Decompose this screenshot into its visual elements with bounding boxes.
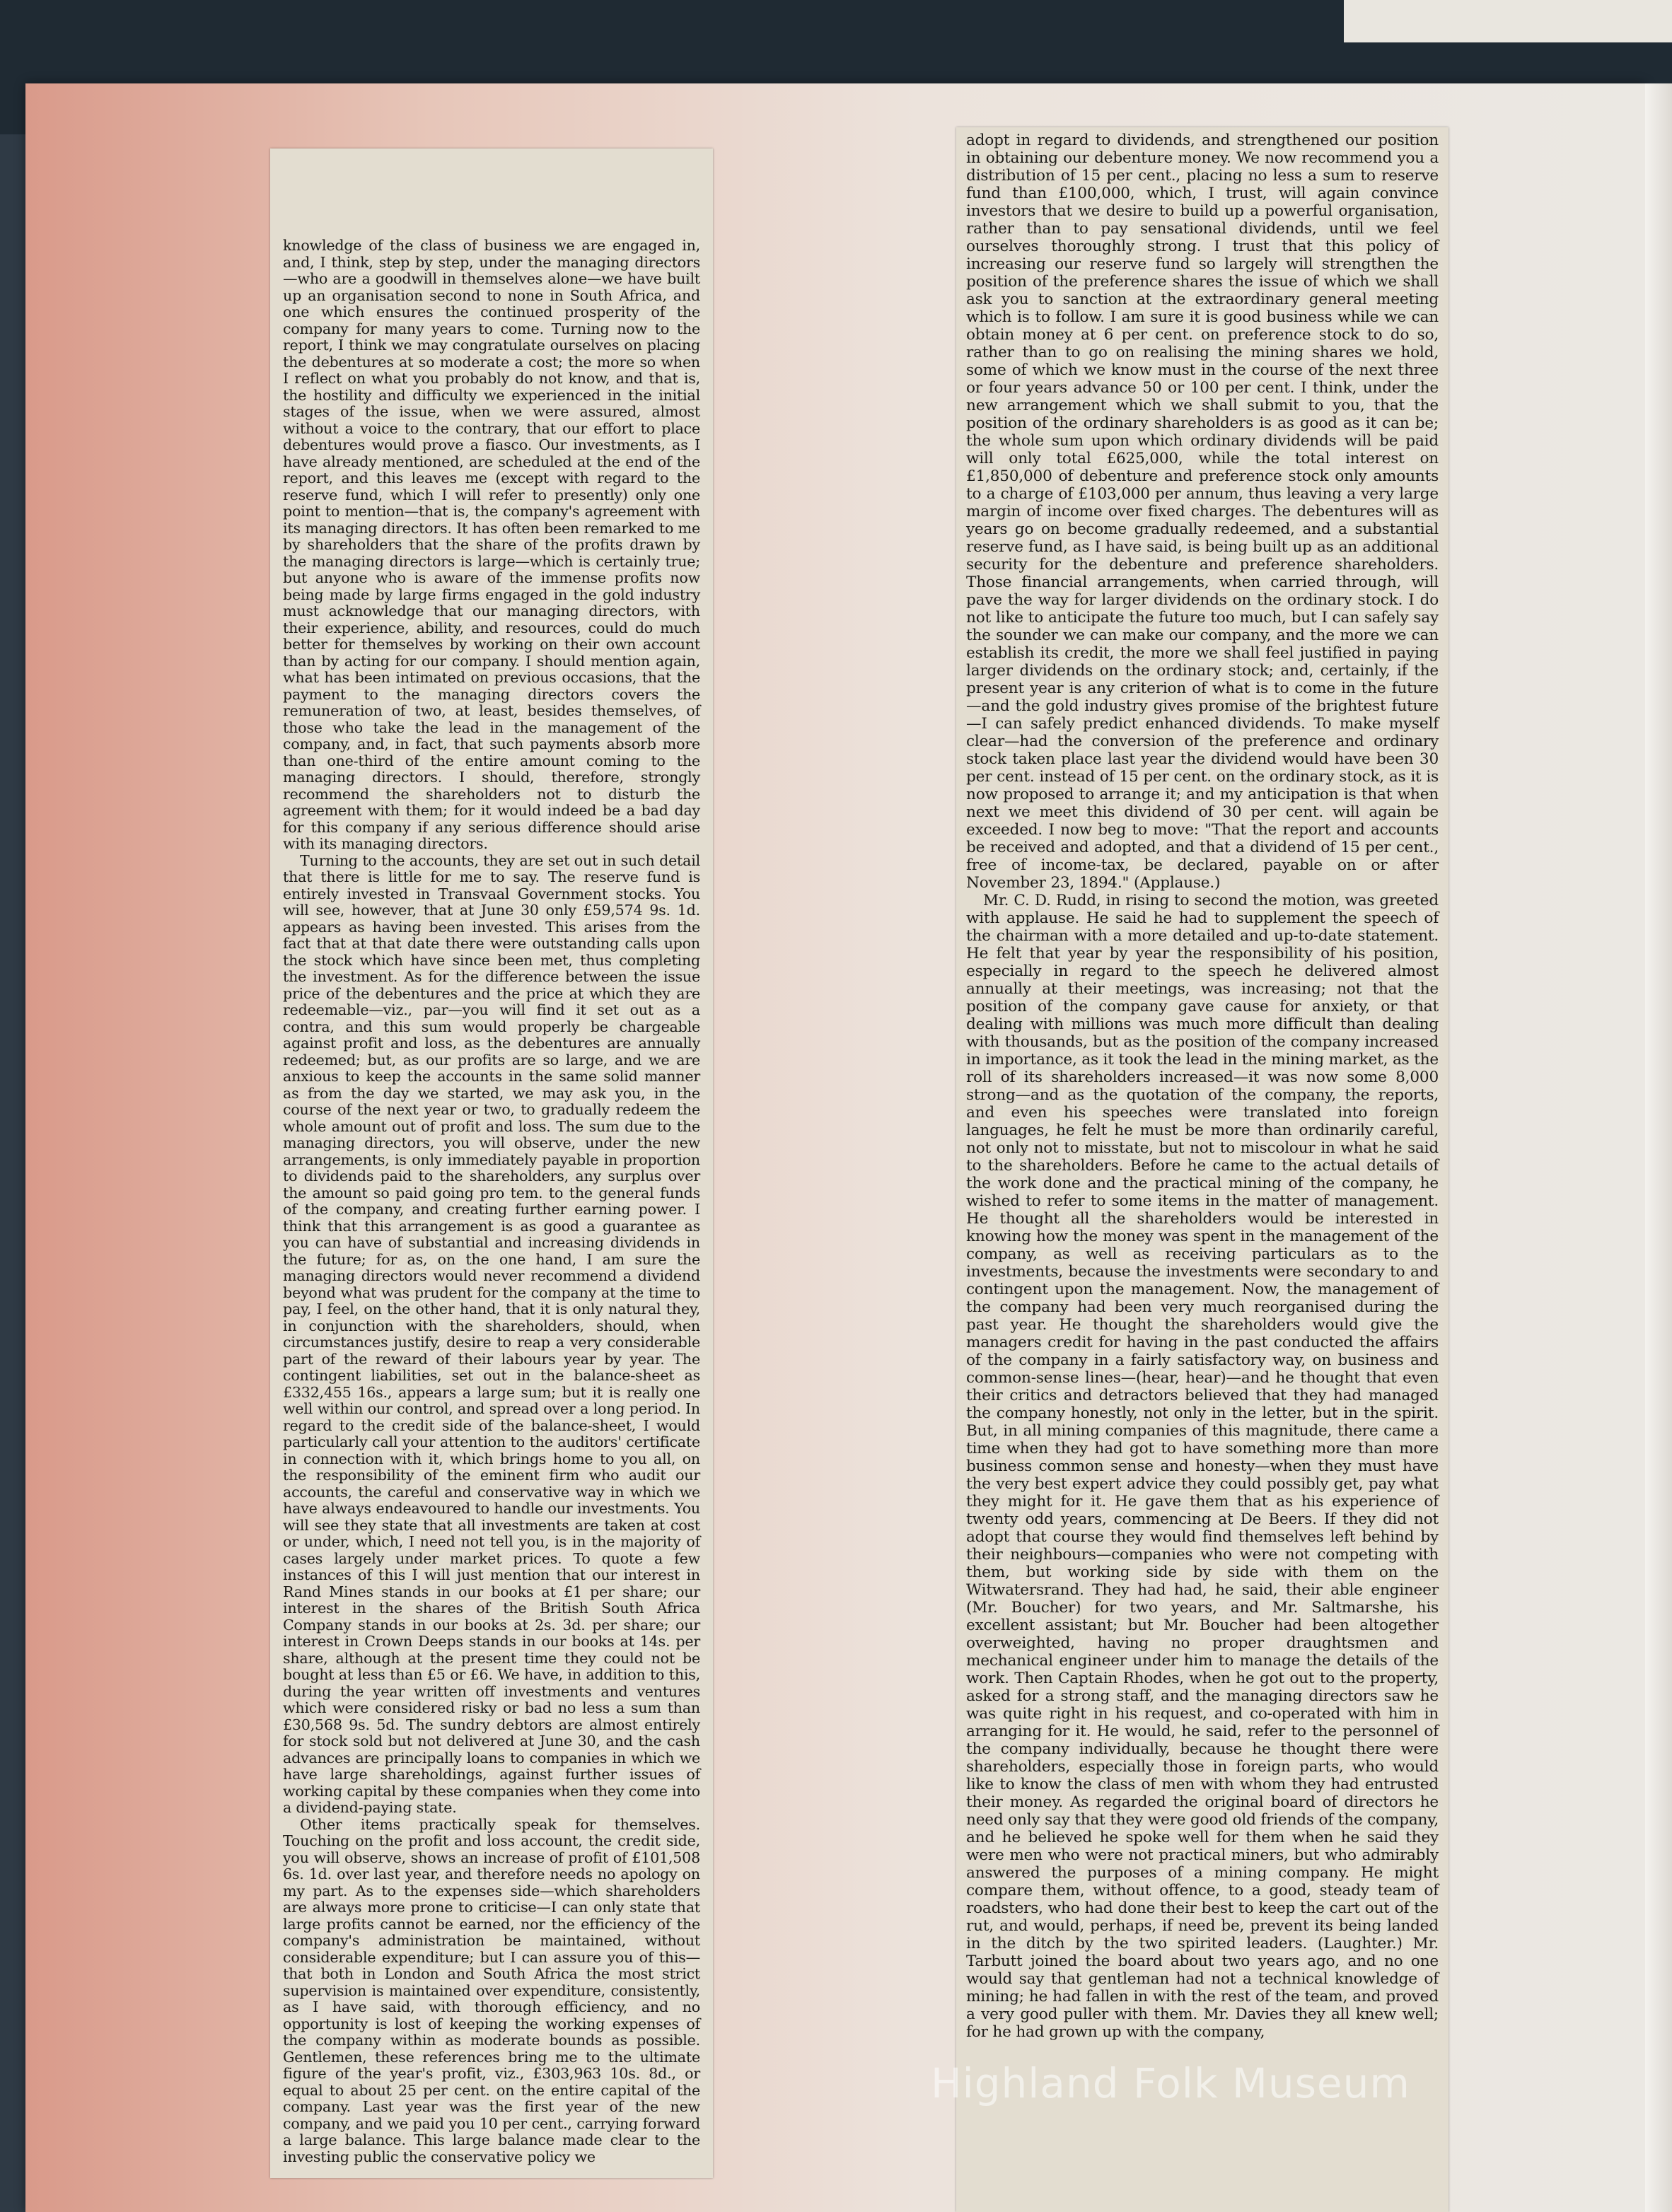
newspaper-clipping-left (270, 149, 713, 2178)
watermark: Highland Folk Museum (931, 2059, 1410, 2107)
clipping-paragraph: Mr. C. D. Rudd, in rising to second the motion, was greeted with applause. He said he had to supplement the speech of the chairman with a more detailed and up-to-date statement. He felt that year by year the responsibility of his position, especially in regard to the speech he delivered almost annually at their meetings, was increasing; not that the position of the company gave cause for anxiety, or that dealing with millions was much more difficult than dealing with thousands, but as the position of the company increased in importance, as it took the lead in the mining market, as the roll of its shareholders increased—it was now some 8,000 strong—and as the quotation of the company, the reports, and even his speeches were translated into foreign languages, he felt he must be more than ordinarily careful, not only not to misstate, but not to miscolour in what he said to the shareholders. Before he came to the actual details of the work done and the practical mining of the company, he wished to refer to some items in the matter of management. He thought all the shareholders would be interested in knowing how the money was spent in the management of the company, as well as receiving particulars as to the investments, because the investments were secondary to and contingent upon the management. Now, the management of the company had been very much reorganised during the past year. He thought the shareholders would give the managers credit for having in the past conducted the affairs of the company in a fairly satisfactory way, on business and common-sense lines—(hear, hear)—and he thought that even their critics and detractors believed that they had managed the company honestly, not only in the letter, but in the spirit. But, in all mining companies of this magnitude, there came a time when they had got to have something more than more business common sense and honesty—when they must have the very best expert advice they could possibly get, pay what they might for it. He gave them that as his experience of twenty odd years, commencing at De Beers. If they did not adopt that course they would find themselves left behind by their neighbours—companies who were not competing with them, but working side by side with them on the Witwatersrand. They had had, he said, their able engineer (Mr. Boucher) for two years, and Mr. Saltmarshe, his excellent assistant; but Mr. Boucher had been altogether overweighted, having no proper draughtsmen and mechanical engineer under him to manage the details of the work. Then Captain Rhodes, when he got out to the property, asked for a strong staff, and the managing directors saw he was quite right in his request, and co-operated with him in arranging for it. He would, he said, refer to the personnel of the company individually, because he thought there were shareholders, especially those in foreign parts, who would like to know the class of men with whom they had entrusted their money. As regarded the original board of directors he need only say that they were good old friends of the company, and he believed he spoke well for them when he said they were men who were not practical miners, but who admirably answered the purposes of a mining company. He might compare them, without offence, to a good, steady team of roadsters, who had done their best to keep the cart out of the rut, and would, perhaps, if need be, prevent its being landed in the ditch by the two spirited leaders. (Laughter.) Mr. Tarbutt joined the board about two years ago, and no one would say that gentleman had not a technical knowledge of mining; he had fallen in with the rest of the team, and proved a very good puller with them. Mr. Davies they all knew well; for he had grown up with the company, (966, 892, 1439, 2041)
page-edge (1645, 83, 1672, 2212)
newspaper-clipping-right (956, 127, 1449, 2212)
clipping-paragraph: Other items practically speak for themselves. Touching on the profit and loss account, the credit side, you will observe, shows an increase of profit of £101,508 6s. 1d. over last year, and therefore needs no apology on my part. As to the expenses side—which shareholders are always more prone to criticise—I can only state that large profits cannot be earned, nor the efficiency of the company's administration be maintained, without considerable expenditure; but I can assure you of this—that both in London and South Africa the most strict supervision is maintained over expenditure, consistently, as I have said, with thorough efficiency, and no opportunity is lost of keeping the working expenses of the company within as moderate bounds as possible. Gentlemen, these references bring me to the ultimate figure of the year's profit, viz., £303,963 10s. 8d., or equal to about 25 per cent. on the entire capital of the company. Last year was the first year of the new company, and we paid you 10 per cent., carrying forward a large balance. This large balance made clear to the investing public the conservative policy we (283, 1815, 700, 2165)
clipping-paragraph: knowledge of the class of business we are engaged in, and, I think, step by step, under the managing directors—who are a goodwill in themselves alone—we have built up an organisation second to none in South Africa, and one which ensures the continued prosperity of the company for many years to come. Turning now to the report, I think we may congratulate ourselves on placing the debentures at so moderate a cost; the more so when I reflect on what you probably do not know, and that is, the hostility and difficulty we experienced in the initial stages of the issue, when we were assured, almost without a voice to the contrary, that our effort to place debentures would prove a fiasco. Our investments, as I have already mentioned, are scheduled at the end of the report, and this leaves me (except with regard to the reserve fund, which I will refer to presently) only one point to mention—that is, the company's agreement with its managing directors. It has often been remarked to me by shareholders that the share of the profits drawn by the managing directors is large—which is certainly true; but anyone who is aware of the immense profits now being made by large firms engaged in the gold industry must acknowledge that our managing directors, with their experience, ability, and resources, could do much better for themselves by working on their own account than by acting for our company. I should mention again, what has been intimated on previous occasions, that the payment to the managing directors covers the remuneration of two, at least, besides themselves, of those who take the lead in the management of the company, and, in fact, that such payments absorb more than one-third of the entire amount coming to the managing directors. I should, therefore, strongly recommend the shareholders not to disturb the agreement with them; for it would indeed be a bad day for this company if any serious difference should arise with its managing directors. (283, 237, 700, 852)
backdrop-paper-edge (1344, 0, 1672, 42)
clipping-paragraph: Turning to the accounts, they are set out in such detail that there is little for me to say. The reserve fund is entirely invested in Transvaal Government stocks. You will see, however, that at June 30 only £59,574 9s. 1d. appears as having been invested. This arises from the fact that at that date there were outstanding calls upon the stock which have since been met, thus completing the investment. As for the difference between the issue price of the debentures and the price at which they are redeemable—viz., par—you will find it set out as a contra, and this sum would properly be chargeable against profit and loss, as the debentures are annually redeemed; but, as our profits are so large, and we are anxious to keep the accounts in the same solid manner as from the day we started, we may ask you, in the course of the next year or two, to gradually redeem the whole amount out of profit and loss. The sum due to the managing directors, you will observe, under the new arrangements, is only immediately payable in proportion to dividends paid to the shareholders, any surplus over the amount so paid going pro tem. to the general funds of the company, and creating further earning power. I think that this arrangement is as good a guarantee as you can have of substantial and increasing dividends in the future; for as, on the one hand, I am sure the managing directors would never recommend a dividend beyond what was prudent for the company at the time to pay, I feel, on the other hand, that it is only natural they, in conjunction with the shareholders, should, when circumstances justify, desire to reap a very considerable part of the reward of their labours year by year. The contingent liabilities, set out in the balance-sheet as £332,455 16s., appears a large sum; but it is really one well within our control, and spread over a long period. In regard to the credit side of the balance-sheet, I would particularly call your attention to the auditors' certificate in connection with it, which brings home to you all, on the responsibility of the eminent firm who audit our accounts, the careful and conservative way in which we have always endeavoured to handle our investments. You will see they state that all investments are taken at cost or under, which, I need not tell you, is in the majority of cases largely under market prices. To quote a few instances of this I will just mention that our interest in Rand Mines stands in our books at £1 per share; our interest in the shares of the British South Africa Company stands in our books at 2s. 3d. per share; our interest in Crown Deeps stands in our books at 14s. per share, although at the present time they could not be bought at less than £5 or £6. We have, in addition to this, during the year written off investments and ventures which were considered risky or bad no less a sum than £30,568 9s. 5d. The sundry debtors are almost entirely for stock sold but not delivered at June 30, and the cash advances are principally loans to companies in which we have large shareholdings, against further issues of working capital by these companies when they come into a dividend-paying state. (283, 851, 700, 1816)
clipping-paragraph: adopt in regard to dividends, and strengthened our position in obtaining our debenture money. We now recommend you a distribution of 15 per cent., placing no less a sum to reserve fund than £100,000, which, I trust, will again convince investors that we desire to build up a powerful organisation, rather than to pay sensational dividends, until we feel ourselves thoroughly strong. I trust that this policy of increasing our reserve fund so largely will strengthen the position of the preference shares the issue of which we shall ask you to sanction at the extraordinary general meeting which is to follow. I am sure it is good business while we can obtain money at 6 per cent. on preference stock to do so, rather than to go on realising the mining shares we hold, some of which we know must in the course of the next three or four years advance 50 or 100 per cent. I think, under the new arrangement which we shall submit to you, that the position of the ordinary shareholders is as good as it can be; the whole sum upon which ordinary dividends will be paid will only total £625,000, while the total interest on £1,850,000 of debenture and preference stock only amounts to a charge of £103,000 per annum, thus leaving a very large margin of income over fixed charges. The debentures will as years go on become gradually redeemed, and a substantial reserve fund, as I have said, is being built up as an additional security for the debenture and preference shareholders. Those financial arrangements, when carried through, will pave the way for larger dividends on the ordinary stock. I do not like to anticipate the future too much, but I can safely say the sounder we can make our company, and the more we can establish its credit, the more we shall feel justified in paying larger dividends on the ordinary stock; and, certainly, if the present year is any criterion of what is to come in the future—and the gold industry gives promise of the brightest future—I can safely predict enhanced dividends. To make myself clear—had the conversion of the preference and ordinary stock taken place last year the dividend would have been 30 per cent. instead of 15 per cent. on the ordinary stock, as it is now proposed to arrange it; and my anticipation is that when next we meet this dividend of 30 per cent. will again be exceeded. I now beg to move: "That the report and accounts be received and adopted, and that a dividend of 15 per cent., free of income-tax, be declared, payable on or after November 23, 1894." (Applause.) (966, 132, 1439, 892)
album-page (25, 83, 1645, 2212)
